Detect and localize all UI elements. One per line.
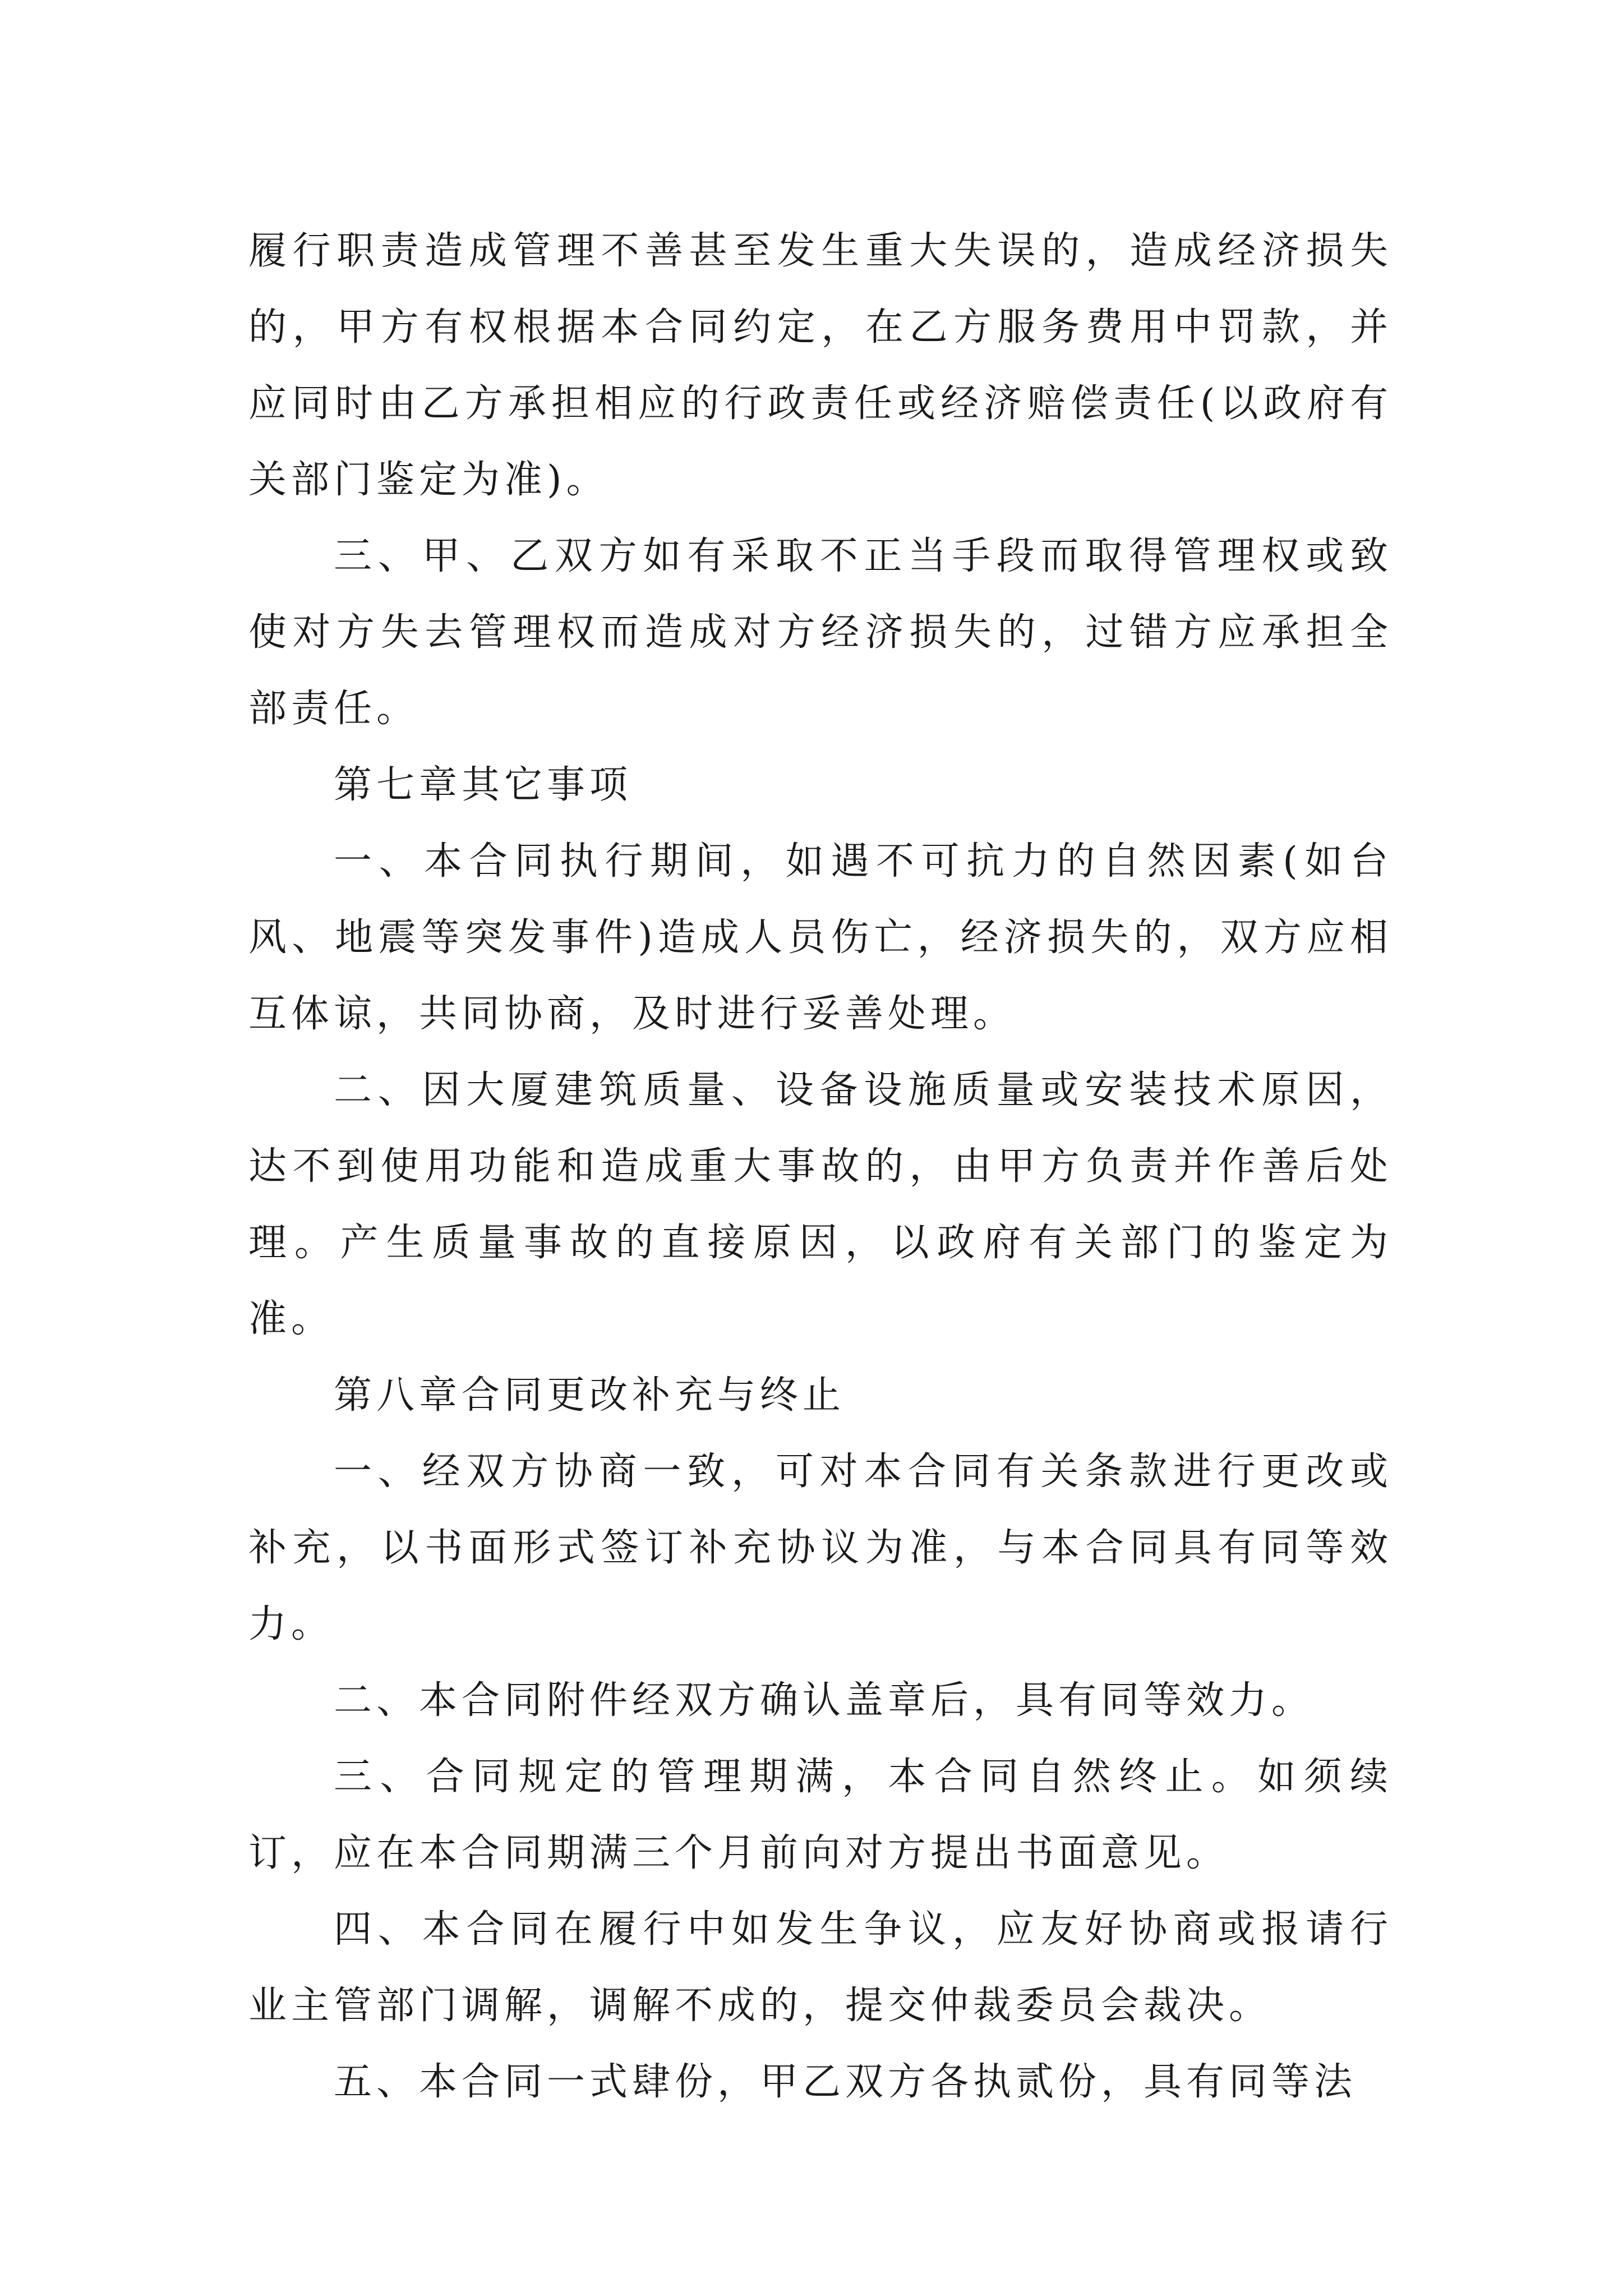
chapter-heading-eight: 第八章合同更改补充与终止 xyxy=(334,1373,846,1418)
paragraph-force-majeure: 一、本合同执行期间，如遇不可抗力的自然因素(如台风、地震等突发事件)造成人员伤亡，经济损失的，双方应相互体谅，共同协商，及时进行妥善处理。 xyxy=(248,839,1393,1036)
paragraph-copies: 五、本合同一式肆份，甲乙双方各执贰份，具有同等法 xyxy=(334,2060,1357,2104)
paragraph-building-quality: 二、因大厦建筑质量、设备设施质量或安装技术原因，达不到使用功能和造成重大事故的，由甲方负责并作善后处理。产生质量事故的直接原因，以政府有关部门的鉴定为准。 xyxy=(248,1068,1393,1341)
paragraph-termination: 三、合同规定的管理期满，本合同自然终止。如须续订，应在本合同期满三个月前向对方提出书面意见。 xyxy=(248,1755,1393,1875)
paragraph-improper-means: 三、甲、乙双方如有采取不正当手段而取得管理权或致使对方失去管理权而造成对方经济损失的，过错方应承担全部责任。 xyxy=(248,534,1393,731)
chapter-heading-seven: 第七章其它事项 xyxy=(334,763,633,807)
paragraph-amendment: 一、经双方协商一致，可对本合同有关条款进行更改或补充，以书面形式签订补充协议为准，与本合同具有同等效力。 xyxy=(248,1450,1393,1646)
paragraph-penalty-continuation: 履行职责造成管理不善甚至发生重大失误的，造成经济损失的，甲方有权根据本合同约定，在乙方服务费用中罚款，并应同时由乙方承担相应的行政责任或经济赔偿责任(以政府有关部门鉴定为准)。 xyxy=(248,229,1393,502)
paragraph-attachments: 二、本合同附件经双方确认盖章后，具有同等效力。 xyxy=(334,1678,1315,1723)
paragraph-dispute: 四、本合同在履行中如发生争议，应友好协商或报请行业主管部门调解，调解不成的，提交仲裁委员会裁决。 xyxy=(248,1907,1393,2028)
document-body xyxy=(248,213,1393,2120)
